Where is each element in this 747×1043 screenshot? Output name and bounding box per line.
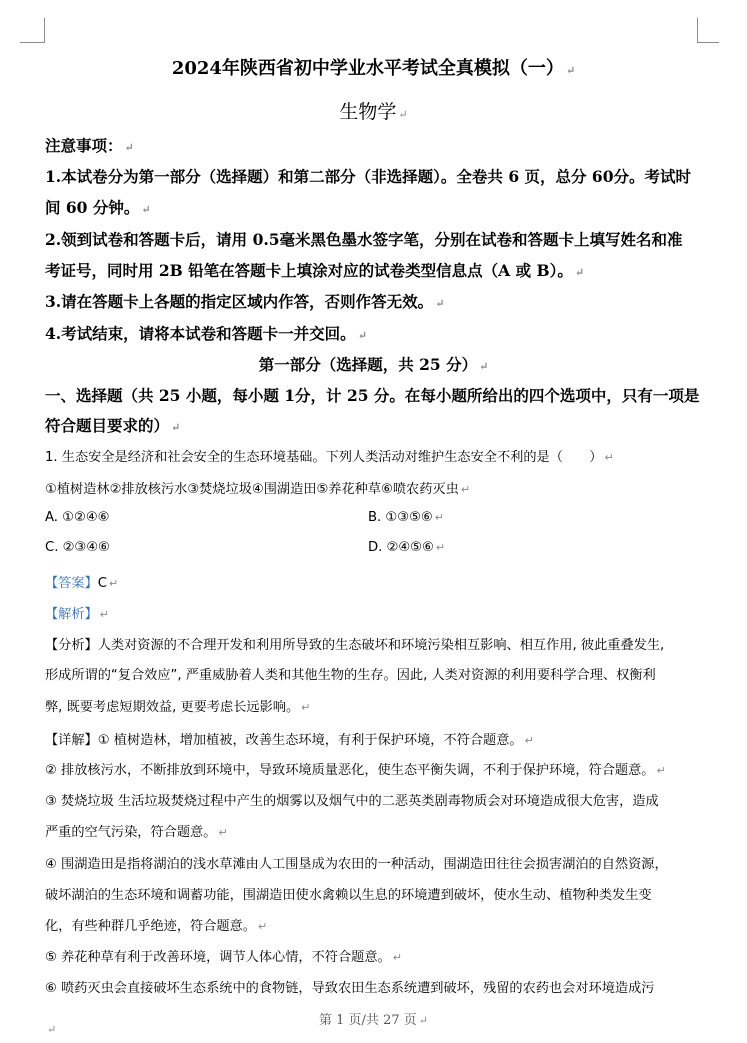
question-stem: 1. 生态安全是经济和社会安全的生态环境基础。下列人类活动对维护生态安全不利的是（ ） ↵ [45,450,614,465]
option-c: C. ②③④⑥ [45,540,110,555]
analysis-label: 【解析】 ↵ [45,607,109,622]
detail-line: ④ 围湖造田是指将湖泊的浅水草滩由人工围垦成为农田的一种活动，围湖造田往往会损害湖泊的自然资源， [45,857,668,872]
notice-line: 间 60 分钟。 ↵ [45,198,151,217]
answer-label: 【答案】 [45,576,98,591]
notice-line: 1.本试卷分为第一部分（选择题）和第二部分（非选择题）。全卷共 6 页，总分 60分。考试时 [45,167,691,186]
paragraph-mark: ↵ [47,1023,57,1036]
analysis-line: 【分析】人类对资源的不合理开发和利用所导致的生态破坏和环境污染相互影响、相互作用, 彼此重叠发生, [45,638,665,653]
crop-mark-top-right-v [697,18,699,42]
exam-title: 2024年陕西省初中学业水平考试全真模拟（一） ↵ [171,58,576,79]
detail-line: 严重的空气污染，符合题意。 ↵ [45,825,228,840]
detail-line: 【详解】① 植树造林，增加植被，改善生态环境，有利于保护环境，不符合题意。 ↵ [45,733,534,748]
crop-mark-top-left-h [20,42,45,44]
answer-value: C [97,576,107,591]
notice-line: 2.领到试卷和答题卡后，请用 0.5毫米黑色墨水签字笔，分别在试卷和答题卡上填写姓名和准 [45,230,683,249]
analysis-line: 形成所谓的“复合效应”, 严重威胁着人类和其他生物的生存。因此, 人类对资源的利用要科学合理、权衡利 [45,668,656,683]
notice-line: 4.考试结束，请将本试卷和答题卡一并交回。 ↵ [45,324,367,343]
crop-mark-top-left-v [44,18,46,42]
question-items: ①植树造林②排放核污水③焚烧垃圾④围湖造田⑤养花种草⑥喷农药灭虫 ↵ [45,482,471,497]
detail-line: ③ 焚烧垃圾 生活垃圾焚烧过程中产生的烟雾以及烟气中的二恶英类剧毒物质会对环境造成很大危害，造成 [45,794,659,809]
page-number: 第 1 页/共 27 页 ↵ [319,1013,428,1028]
subject-title: 生物学 ↵ [339,101,408,123]
notice-heading: 注意事项： ↵ [45,136,134,155]
option-b: B. ①③⑤⑥ ↵ [368,510,444,525]
option-d: D. ②④⑤⑥ ↵ [368,540,446,555]
detail-line: ② 排放核污水，不断排放到环境中，导致环境质量恶化，使生态平衡失调，不利于保护环境，符合题意。 ↵ [45,763,666,778]
crop-mark-top-right-h [697,42,719,44]
notice-line: 考证号，同时用 2B 铅笔在答题卡上填涂对应的试卷类型信息点（A 或 B）。 ↵ [45,261,585,280]
detail-line: 破坏湖泊的生态环境和调蓄功能，围湖造田使水禽赖以生息的环境遭到破坏，使水生动、植物种类发生变 [45,888,652,903]
section-instruction: 符合题目要求的） ↵ [45,416,181,435]
section-instruction: 一、选择题（共 25 小题，每小题 1分，计 25 分。在每小题所给出的四个选项中，只有一项是 [45,386,700,405]
detail-line: ⑥ 喷药灭虫会直接破坏生态系统中的食物链，导致农田生态系统遭到破坏，残留的农药也会对环境造成污 [45,981,655,996]
answer-line: 【答案】C ↵ [45,576,119,591]
option-a: A. ①②④⑥ [45,510,110,525]
notice-line: 3.请在答题卡上各题的指定区域内作答，否则作答无效。 ↵ [45,292,445,311]
detail-line: ⑤ 养花种草有利于改善环境，调节人体心情，不符合题意。 ↵ [45,950,402,965]
analysis-line: 弊, 既要考虑短期效益, 更要考虑长远影响。 ↵ [45,700,311,715]
detail-line: 化，有些种群几乎绝迹，符合题意。 ↵ [45,919,268,934]
part1-heading: 第一部分（选择题，共 25 分） ↵ [258,355,489,374]
